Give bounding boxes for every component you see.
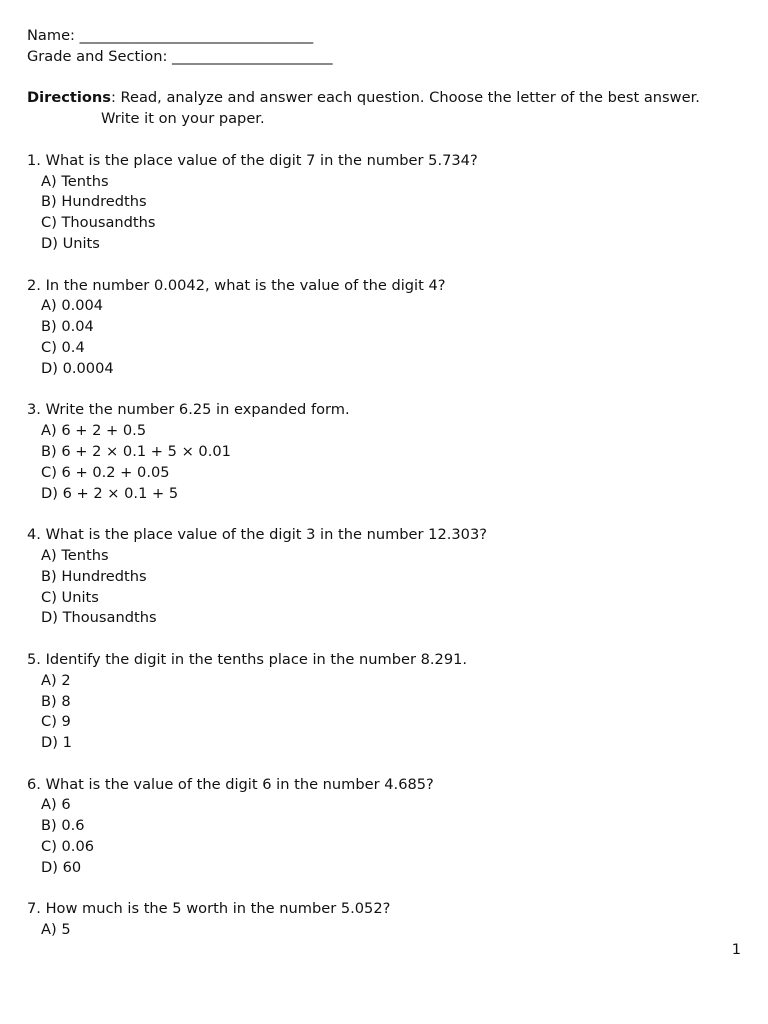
option-c: C) 0.06 [41, 838, 95, 856]
question-text: 1. What is the place value of the digit 7 in the number 5.734? [27, 151, 478, 169]
option-a: A) 5 [41, 921, 71, 939]
spacer [27, 879, 742, 900]
question-text: 6. What is the value of the digit 6 in the number 4.685? [27, 775, 434, 793]
option-b: B) 6 + 2 × 0.1 + 5 × 0.01 [41, 442, 231, 460]
option-d: D) 0.0004 [41, 359, 114, 377]
option-a: A) Tenths [41, 172, 109, 190]
worksheet-page [27, 26, 742, 941]
option-b: B) Hundredths [41, 193, 147, 211]
directions-text: : Read, analyze and answer each question. Choose the letter of the best answer. [110, 89, 700, 107]
option-d: D) Thousandths [41, 609, 157, 627]
option-b: B) Hundredths [41, 567, 147, 585]
option-a: A) Tenths [41, 546, 109, 564]
question-1 [27, 151, 742, 255]
spacer [27, 130, 742, 151]
question-text: 3. Write the number 6.25 in expanded form. [27, 401, 350, 419]
spacer [27, 380, 742, 401]
directions-line [27, 88, 742, 109]
question-2 [27, 276, 742, 380]
question-3 [27, 400, 742, 504]
option-c: C) Thousandths [41, 214, 156, 232]
option-b: B) 8 [41, 692, 71, 710]
spacer [27, 754, 742, 775]
spacer [27, 504, 742, 525]
question-text: 5. Identify the digit in the tenths place in the number 8.291. [27, 650, 468, 668]
option-a: A) 0.004 [41, 297, 104, 315]
question-6 [27, 775, 742, 879]
spacer [27, 255, 742, 276]
spacer [27, 629, 742, 650]
question-7 [27, 899, 742, 941]
option-d: D) Units [41, 234, 100, 252]
option-c: C) Units [41, 588, 99, 606]
directions-label: Directions [27, 89, 111, 107]
question-5 [27, 650, 742, 754]
option-d: D) 60 [41, 858, 82, 876]
spacer [27, 68, 742, 89]
directions-continuation: Write it on your paper. [101, 110, 265, 128]
question-4 [27, 525, 742, 629]
option-a: A) 6 [41, 796, 71, 814]
page-number: 1 [731, 941, 741, 958]
option-b: B) 0.6 [41, 817, 85, 835]
question-text: 7. How much is the 5 worth in the number 5.052? [27, 900, 391, 918]
question-text: 2. In the number 0.0042, what is the value of the digit 4? [27, 276, 446, 294]
name-field-line: Name: ________________________________ [27, 27, 314, 44]
option-d: D) 6 + 2 × 0.1 + 5 [41, 484, 179, 502]
option-c: C) 9 [41, 713, 71, 731]
option-b: B) 0.04 [41, 318, 94, 336]
option-c: C) 6 + 0.2 + 0.05 [41, 463, 170, 481]
question-text: 4. What is the place value of the digit 3 in the number 12.303? [27, 526, 487, 544]
option-c: C) 0.4 [41, 338, 85, 356]
grade-section-field-line: Grade and Section: ______________________ [27, 47, 333, 65]
option-d: D) 1 [41, 734, 72, 752]
option-a: A) 6 + 2 + 0.5 [41, 422, 147, 440]
option-a: A) 2 [41, 671, 71, 689]
